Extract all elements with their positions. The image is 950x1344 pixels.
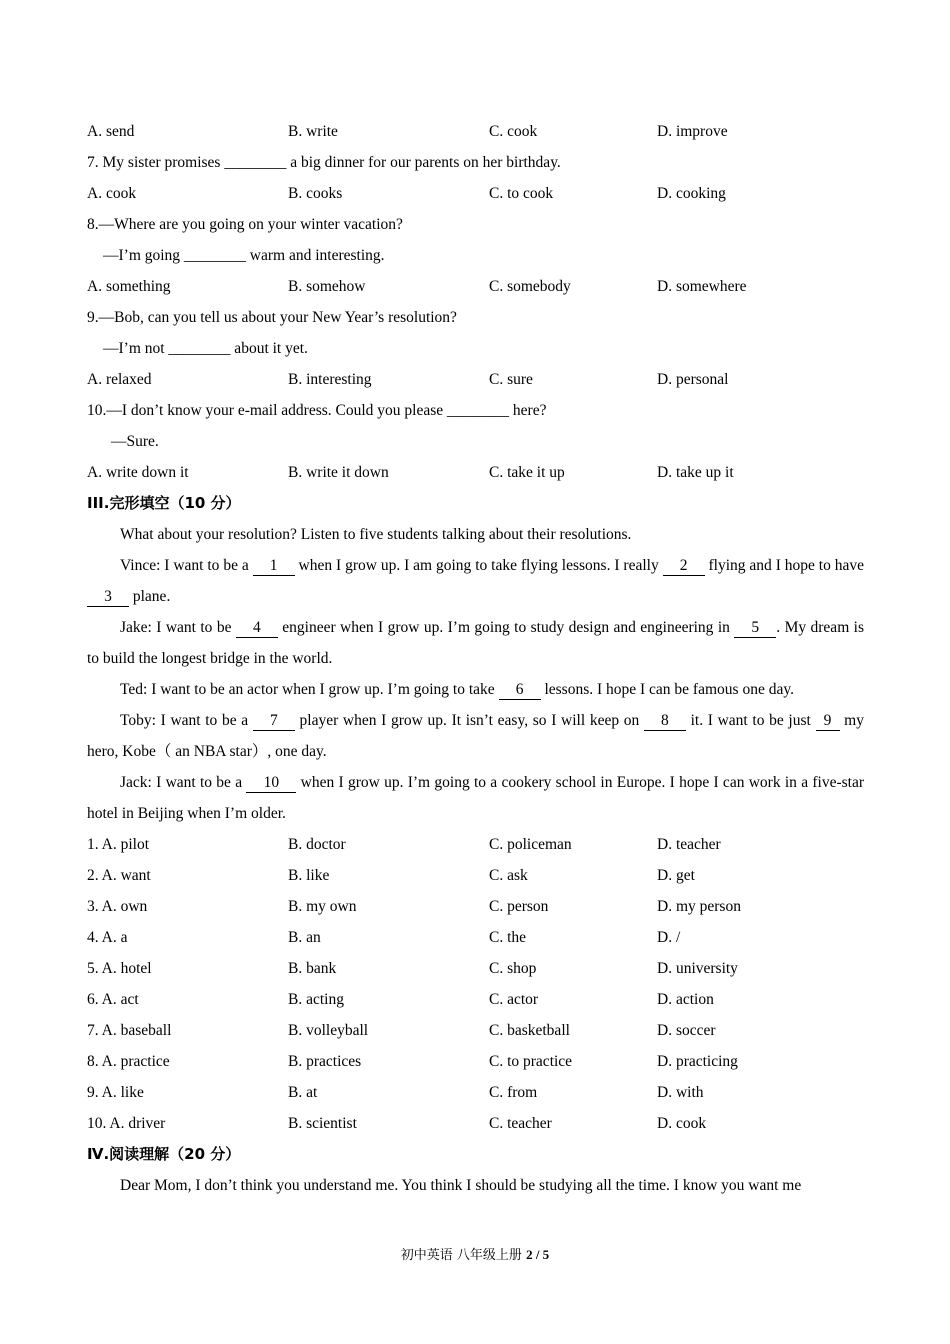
page-number: 2 / 5 <box>526 1247 550 1262</box>
option-c: C. teacher <box>489 1115 552 1132</box>
text: Vince: I want to be a <box>120 557 253 574</box>
option-a: A. something <box>87 278 171 295</box>
cloze-option-row <box>87 891 864 922</box>
option-d: D. action <box>657 991 714 1008</box>
text: Jake: I want to be <box>120 619 236 636</box>
option-d: D. teacher <box>657 836 721 853</box>
text: Toby: I want to be a <box>120 712 253 729</box>
option-d: D. cooking <box>657 185 726 202</box>
option-d: D. cook <box>657 1115 707 1132</box>
text: flying and I hope to have <box>704 557 864 574</box>
cloze-option-row <box>87 1015 864 1046</box>
q7-options <box>87 178 864 209</box>
text: . My dream is to build the longest bridge in the world. <box>87 619 864 667</box>
paragraph-toby <box>87 705 864 767</box>
option-b: B. acting <box>288 991 344 1008</box>
blank-6: 6 <box>499 681 541 700</box>
q8-options <box>87 271 864 302</box>
option-a: 9. A. like <box>87 1084 144 1101</box>
option-b: B. like <box>288 867 330 884</box>
option-a: A. send <box>87 123 135 140</box>
option-b: B. my own <box>288 898 357 915</box>
option-a: 7. A. baseball <box>87 1022 172 1039</box>
option-d: D. / <box>657 929 681 946</box>
option-c: C. actor <box>489 991 539 1008</box>
page-footer <box>0 1244 950 1263</box>
option-b: B. volleyball <box>288 1022 369 1039</box>
q7-stem: 7. My sister promises ________ a big dinner for our parents on her birthday. <box>87 154 561 171</box>
text: Jack: I want to be a <box>120 774 247 791</box>
q9-reply: —I’m not ________ about it yet. <box>103 340 308 357</box>
option-a: 1. A. pilot <box>87 836 150 853</box>
q6-options <box>87 116 864 147</box>
text: when I grow up. I’m going to a cookery school in Europe. I hope I can work in a five-star hotel in Beijing when I’m older. <box>87 774 864 822</box>
option-b: B. doctor <box>288 836 346 853</box>
q10-reply: —Sure. <box>111 433 159 450</box>
option-a: 2. A. want <box>87 867 151 884</box>
text: it. I want to be just <box>685 712 816 729</box>
option-a: 8. A. practice <box>87 1053 170 1070</box>
worksheet-page <box>87 116 864 1201</box>
option-a: 6. A. act <box>87 991 139 1008</box>
blank-2: 2 <box>663 557 705 576</box>
paragraph-jack <box>87 767 864 829</box>
option-b: B. practices <box>288 1053 362 1070</box>
option-d: D. university <box>657 960 738 977</box>
text: Ted: I want to be an actor when I grow up. I’m going to take <box>120 681 499 698</box>
option-d: D. with <box>657 1084 704 1101</box>
blank-9: 9 <box>816 712 840 731</box>
cloze-option-row <box>87 860 864 891</box>
option-b: B. write it down <box>288 464 389 481</box>
option-a: 3. A. own <box>87 898 148 915</box>
option-c: C. somebody <box>489 278 571 295</box>
text: player when I grow up. It isn’t easy, so I will keep on <box>294 712 644 729</box>
option-c: C. cook <box>489 123 538 140</box>
paragraph-jake <box>87 612 864 674</box>
option-b: B. write <box>288 123 338 140</box>
cloze-option-row <box>87 829 864 860</box>
option-a: 10. A. driver <box>87 1115 166 1132</box>
text: lessons. I hope I can be famous one day. <box>540 681 794 698</box>
cloze-option-row <box>87 1046 864 1077</box>
blank-7: 7 <box>253 712 295 731</box>
cloze-option-row <box>87 953 864 984</box>
section3-heading: III.完形填空（10 分） <box>87 494 241 512</box>
paragraph-ted <box>87 674 864 705</box>
option-c: C. from <box>489 1084 538 1101</box>
q9-options <box>87 364 864 395</box>
option-d: D. personal <box>657 371 729 388</box>
option-b: B. scientist <box>288 1115 357 1132</box>
section4-text: Dear Mom, I don’t think you understand me. You think I should be studying all the time. I know you want me <box>120 1177 802 1194</box>
option-b: B. cooks <box>288 185 343 202</box>
option-b: B. at <box>288 1084 318 1101</box>
option-c: C. person <box>489 898 549 915</box>
blank-8: 8 <box>644 712 686 731</box>
option-c: C. basketball <box>489 1022 570 1039</box>
option-d: D. my person <box>657 898 741 915</box>
option-a: 5. A. hotel <box>87 960 152 977</box>
option-b: B. an <box>288 929 321 946</box>
blank-3: 3 <box>87 588 129 607</box>
option-b: B. bank <box>288 960 337 977</box>
option-d: D. get <box>657 867 695 884</box>
cloze-option-row <box>87 984 864 1015</box>
option-c: C. the <box>489 929 527 946</box>
section3-intro: What about your resolution? Listen to five students talking about their resolutions. <box>120 526 632 543</box>
cloze-option-row <box>87 1108 864 1139</box>
option-c: C. to cook <box>489 185 554 202</box>
q10-options <box>87 457 864 488</box>
option-d: D. soccer <box>657 1022 716 1039</box>
option-b: B. somehow <box>288 278 366 295</box>
blank-1: 1 <box>253 557 295 576</box>
option-d: D. somewhere <box>657 278 747 295</box>
section4-heading: Ⅳ.阅读理解（20 分） <box>87 1145 241 1163</box>
option-a: A. relaxed <box>87 371 152 388</box>
text: plane. <box>129 588 171 605</box>
paragraph-vince <box>87 550 864 612</box>
blank-4: 4 <box>236 619 278 638</box>
option-d: D. improve <box>657 123 728 140</box>
text: when I grow up. I am going to take flying lessons. I really <box>294 557 663 574</box>
q8-reply: —I’m going ________ warm and interesting. <box>103 247 385 264</box>
q8-stem: 8.—Where are you going on your winter vacation? <box>87 216 403 233</box>
text: engineer when I grow up. I’m going to study design and engineering in <box>277 619 735 636</box>
blank-10: 10 <box>246 774 296 793</box>
cloze-option-row <box>87 1077 864 1108</box>
footer-label: 初中英语 八年级上册 <box>400 1248 527 1263</box>
cloze-option-row <box>87 922 864 953</box>
cloze-options <box>87 829 864 1139</box>
option-d: D. practicing <box>657 1053 738 1070</box>
option-c: C. shop <box>489 960 537 977</box>
option-b: B. interesting <box>288 371 372 388</box>
q10-stem: 10.—I don’t know your e-mail address. Could you please ________ here? <box>87 402 547 419</box>
q9-stem: 9.—Bob, can you tell us about your New Year’s resolution? <box>87 309 457 326</box>
text: my hero, Kobe（ an NBA star）, one day. <box>87 712 864 760</box>
option-a: A. cook <box>87 185 137 202</box>
option-c: C. ask <box>489 867 528 884</box>
option-c: C. policeman <box>489 836 572 853</box>
option-c: C. take it up <box>489 464 565 481</box>
option-c: C. sure <box>489 371 533 388</box>
option-c: C. to practice <box>489 1053 573 1070</box>
option-a: A. write down it <box>87 464 189 481</box>
option-a: 4. A. a <box>87 929 128 946</box>
blank-5: 5 <box>734 619 776 638</box>
option-d: D. take up it <box>657 464 734 481</box>
